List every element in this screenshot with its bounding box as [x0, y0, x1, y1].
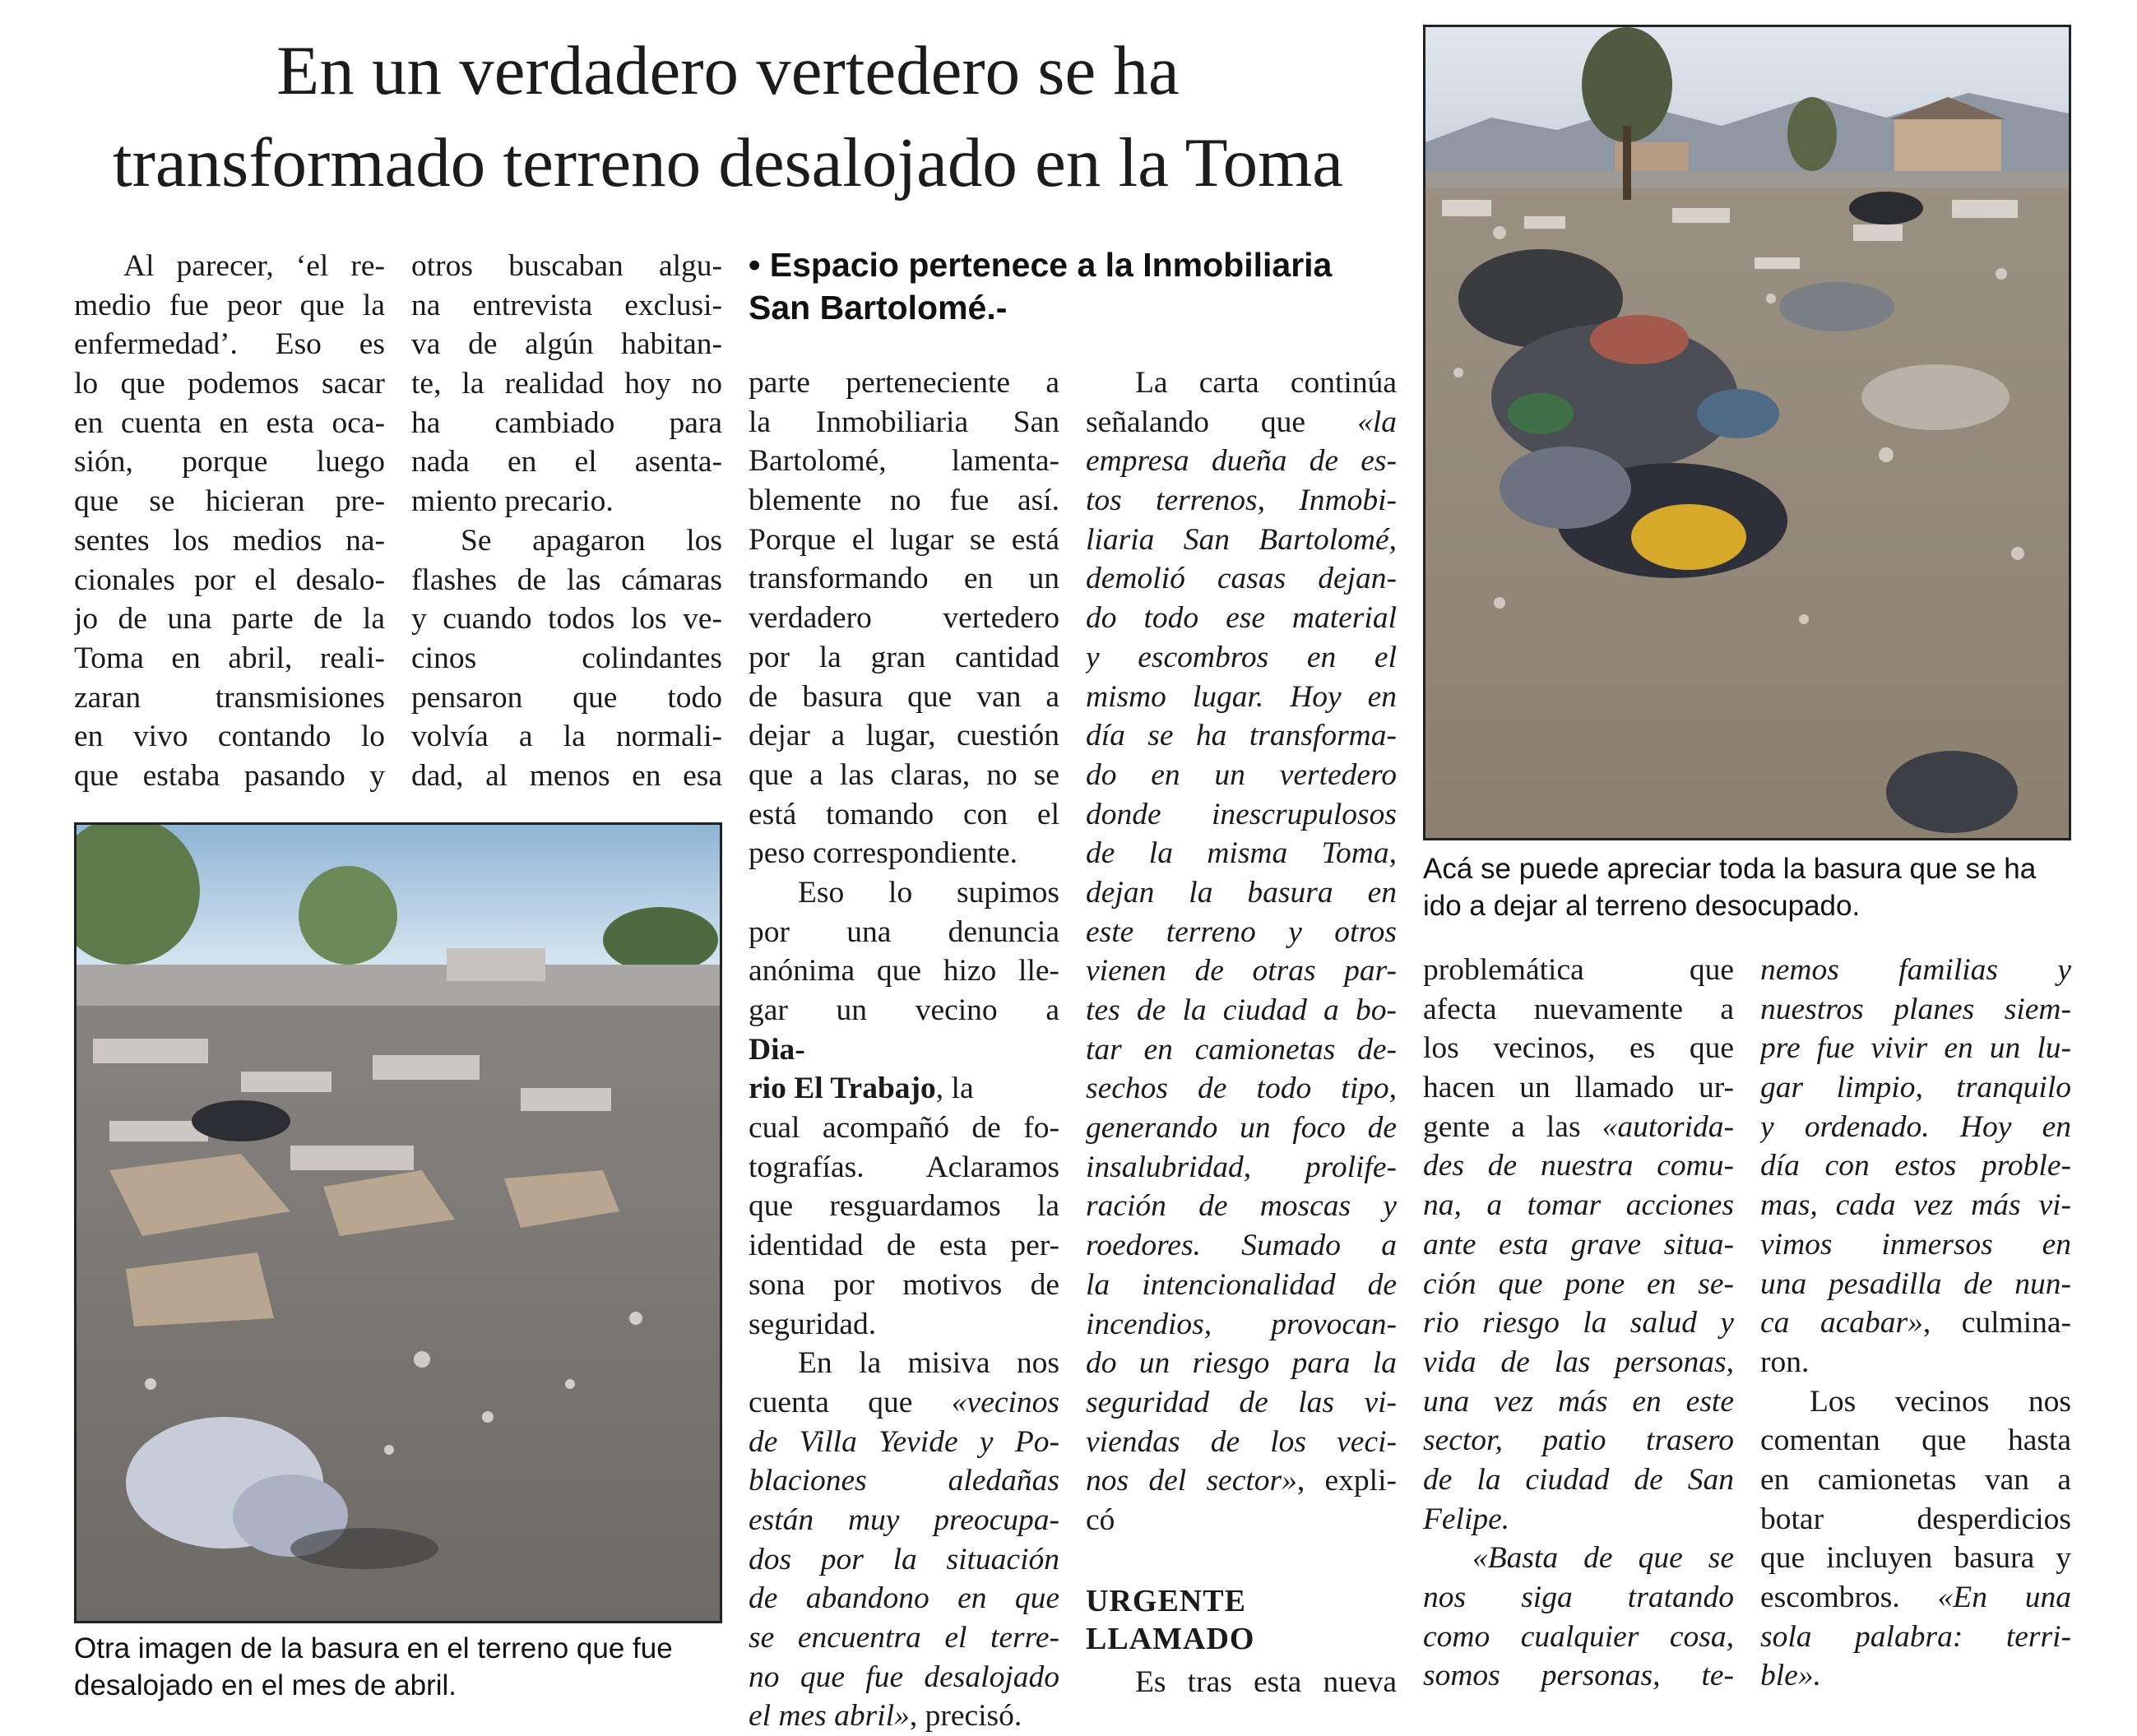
column-6-line: botar desperdicios: [1760, 1502, 2071, 1536]
column-4-line: roedores. Sumado a: [1086, 1229, 1397, 1263]
column-4: [1086, 363, 1397, 1540]
column-4-line: la intencionalidad de: [1086, 1267, 1397, 1302]
headline: [49, 25, 1407, 209]
newspaper-name-part-1: Dia-: [749, 1032, 805, 1067]
subhead-line-2: LLAMADO: [1086, 1622, 1255, 1656]
garbage-field-image: [1425, 27, 2069, 838]
column-6-text: «En una: [1937, 1581, 2071, 1614]
column-4-line: liaria San Bartolomé,: [1086, 522, 1397, 557]
column-2-line: te, la realidad hoy no: [411, 367, 722, 401]
column-3-line: sona por motivos de: [749, 1267, 1059, 1302]
column-6-line: gar limpio, tranquilo: [1760, 1071, 2071, 1105]
caption-bottom-left-line-1: Otra imagen de la basura en el terreno que fue: [74, 1632, 673, 1664]
column-1-line: en vivo contando lo: [74, 720, 385, 754]
column-1-line: Toma en abril, reali-: [74, 641, 385, 675]
caption-top-right-line-2: ido a dejar al terreno desocupado.: [1423, 890, 1861, 922]
column-3-line: Eso lo supimos: [798, 875, 1059, 910]
column-3: [749, 363, 1059, 1736]
column-6: [1760, 951, 2071, 1696]
column-1-line: medio fue peor que la: [74, 288, 385, 322]
column-3-line: de basura que van a: [749, 679, 1059, 714]
column-3-line: [749, 1069, 1059, 1109]
column-5-line: nos siga tratando: [1423, 1581, 1734, 1614]
column-3-end-text: , precisó.: [909, 1699, 1022, 1734]
caption-top-right-line-1: Acá se puede apreciar toda la basura que se ha: [1423, 853, 2037, 885]
lead-line-2: San Bartolomé.-: [749, 289, 1008, 326]
photo-garbage-field: [1423, 25, 2071, 840]
column-4-line: este terreno y otros: [1086, 914, 1397, 949]
column-6-text: , culmina-: [1922, 1306, 2071, 1340]
column-5: [1423, 951, 1734, 1696]
column-4-line: insalubridad, prolife-: [1086, 1150, 1397, 1184]
column-4-line: incendios, provocan-: [1086, 1307, 1397, 1341]
column-2-line: miento precario.: [411, 484, 614, 519]
column-3-line: dejar a lugar, cuestión: [749, 719, 1059, 753]
column-3-line: parte perteneciente a: [749, 366, 1059, 400]
column-5-line: rio riesgo la salud y: [1423, 1306, 1734, 1340]
column-4-line: donde inescrupulosos: [1086, 797, 1397, 831]
column-3-line: blaciones aledañas: [749, 1464, 1059, 1498]
column-1-line: en cuenta en esta oca-: [74, 405, 385, 440]
column-5-line: gente a las «autorida-: [1423, 1109, 1734, 1144]
column-1-line: lo que podemos sacar: [74, 367, 385, 401]
column-5-line: «Basta de que se: [1472, 1541, 1734, 1576]
column-4-line: ración de moscas y: [1086, 1189, 1397, 1224]
column-3-line: no que fue desalojado: [749, 1660, 1059, 1694]
column-6-line: sola palabra: terri-: [1760, 1619, 2071, 1654]
column-1-line: enfermedad’. Eso es: [74, 327, 385, 362]
column-5-line: somos personas, te-: [1423, 1659, 1734, 1693]
column-5-line: como cualquier cosa,: [1423, 1619, 1734, 1654]
column-3-line: seguridad.: [749, 1307, 877, 1341]
column-4-end: [1086, 1663, 1397, 1702]
column-3-text: , la: [935, 1072, 974, 1106]
column-1-line: sión, porque luego: [74, 445, 385, 479]
column-6-line: día con estos proble-: [1760, 1149, 2071, 1183]
column-3-line: por una denuncia: [749, 914, 1059, 949]
column-1-line: zaran transmisiones: [74, 680, 385, 715]
column-4-line: demolió casas dejan-: [1086, 562, 1397, 596]
column-3-line: cuenta que «vecinos: [749, 1385, 1059, 1419]
column-4-line: vienen de otras par-: [1086, 954, 1397, 988]
column-1-line: Al parecer, ‘el re-: [123, 249, 385, 283]
column-2-line: nada en el asenta-: [411, 445, 722, 479]
column-6-line: y ordenado. Hoy en: [1760, 1109, 2071, 1144]
newspaper-name-part-2: rio El Trabajo: [749, 1072, 936, 1106]
column-3-line: el mes abril»: [749, 1699, 910, 1734]
column-4-line: señalando que «la: [1086, 405, 1397, 439]
column-6-line: comentan que hasta: [1760, 1424, 2071, 1458]
column-4-text: Es tras esta nueva: [1135, 1665, 1397, 1699]
column-3-line: transformando en un: [749, 562, 1059, 596]
column-3-line: está tomando con el: [749, 797, 1059, 831]
column-4-line: y escombros en el: [1086, 640, 1397, 674]
column-5-line: Felipe.: [1423, 1502, 1510, 1536]
column-4-line: tes de la ciudad a bo-: [1086, 993, 1397, 1027]
column-2-line: na entrevista exclusi-: [411, 288, 722, 322]
column-3-line: de abandono en que: [749, 1581, 1059, 1616]
column-6-line: nemos familias y: [1760, 953, 2071, 987]
column-4-line: sechos de todo tipo,: [1086, 1072, 1397, 1106]
column-3-line: cual acompañó de fo-: [749, 1111, 1059, 1146]
column-5-line: una vez más en este: [1423, 1384, 1734, 1419]
column-2-line: Se apagaron los: [461, 523, 722, 558]
column-4-line: [1086, 1501, 1397, 1540]
column-6-line: que incluyen basura y: [1760, 1541, 2071, 1576]
column-2-line: flashes de las cámaras: [411, 562, 722, 597]
column-5-line: na, a tomar acciones: [1423, 1188, 1734, 1223]
column-3-line: anónima que hizo lle-: [749, 954, 1059, 988]
column-4-line: día se ha transforma-: [1086, 719, 1397, 753]
column-4-line: nos del sector»: [1086, 1464, 1297, 1498]
column-6-line: mas, cada vez más vi-: [1760, 1188, 2071, 1223]
column-6-line: una pesadilla de nun-: [1760, 1266, 2071, 1301]
column-4-line: generando un foco de: [1086, 1111, 1397, 1146]
column-4-line: [1086, 1461, 1397, 1501]
headline-line-1: En un verdadero vertedero se ha: [276, 32, 1180, 109]
column-3-line: Bartolomé, lamenta-: [749, 444, 1059, 479]
column-4-text: , expli-: [1296, 1464, 1397, 1498]
column-3-line: que resguardamos la: [749, 1189, 1059, 1224]
column-4-line: [1086, 1663, 1397, 1702]
column-5-line: vida de las personas,: [1423, 1345, 1734, 1379]
garbage-terrain-image: [76, 825, 720, 1621]
column-2-line: va de algún habitan-: [411, 327, 722, 362]
headline-line-2: transformado terreno desalojado en la Toma: [113, 124, 1343, 201]
column-6-line: [1760, 1578, 2071, 1618]
column-5-line: problemática que: [1423, 953, 1734, 987]
column-6-line: pre fue vivir en un lu-: [1760, 1031, 2071, 1066]
subhead-line-1: URGENTE: [1086, 1584, 1246, 1618]
column-1: [74, 247, 385, 796]
column-4-line: empresa dueña de es-: [1086, 444, 1397, 479]
column-4-line: do un riesgo para la: [1086, 1346, 1397, 1381]
column-3-line: la Inmobiliaria San: [749, 405, 1059, 439]
column-4-line: mismo lugar. Hoy en: [1086, 679, 1397, 714]
column-3-line: Porque el lugar se está: [749, 522, 1059, 557]
column-6-line: escombros.: [1760, 1581, 1900, 1614]
column-6-line: ble».: [1760, 1659, 1821, 1693]
column-2-line: dad, al menos en esa: [411, 758, 722, 793]
column-4-line: de la misma Toma,: [1086, 836, 1397, 871]
column-5-line: de la ciudad de San: [1423, 1462, 1734, 1497]
caption-bottom-left: [74, 1630, 749, 1704]
column-2-line: y cuando todos los ve-: [411, 602, 722, 637]
column-3-line: que a las claras, no se: [749, 757, 1059, 792]
column-2-line: cinos colindantes: [411, 641, 722, 675]
column-3-line: por la gran cantidad: [749, 640, 1059, 674]
column-3-line: [749, 1030, 1059, 1070]
column-4-text: có: [1086, 1502, 1115, 1537]
column-6-line: ron.: [1760, 1345, 1810, 1379]
photo-garbage-terrain: [74, 822, 722, 1623]
column-3-line: En la misiva nos: [798, 1346, 1059, 1381]
column-3-line: blemente no fue así.: [749, 484, 1059, 518]
column-4-line: do en un vertedero: [1086, 757, 1397, 792]
column-4-line: tar en camionetas de-: [1086, 1032, 1397, 1067]
column-3-line: tografías. Aclaramos: [749, 1150, 1059, 1184]
lead-line-1: • Espacio pertenece a la Inmobiliaria: [749, 246, 1333, 284]
column-6-line: Los vecinos nos: [1810, 1384, 2071, 1419]
column-1-line: jo de una parte de la: [74, 602, 385, 637]
column-6-line: [1760, 1303, 2071, 1343]
column-2-line: pensaron que todo: [411, 680, 722, 715]
column-4-line: dejan la basura en: [1086, 875, 1397, 910]
caption-top-right: [1423, 850, 2081, 924]
column-3-line: peso correspondiente.: [749, 836, 1018, 871]
column-4-line: La carta continúa: [1135, 366, 1397, 400]
column-3-line: se encuentra el terre-: [749, 1621, 1059, 1655]
column-4-line: viendas de los veci-: [1086, 1424, 1397, 1459]
column-3-line: están muy preocupa-: [749, 1502, 1059, 1537]
column-2-line: otros buscaban algu-: [411, 249, 722, 283]
column-4-line: seguridad de las vi-: [1086, 1385, 1397, 1419]
column-4-line: do todo ese material: [1086, 601, 1397, 636]
column-5-line: sector, patio trasero: [1423, 1424, 1734, 1458]
column-2-line: ha cambiado para: [411, 405, 722, 440]
lead-deck: [749, 243, 1407, 329]
column-6-line: nuestros planes siem-: [1760, 992, 2071, 1026]
column-2: [411, 247, 722, 796]
column-1-line: que estaba pasando y: [74, 758, 385, 793]
column-3-line: gar un vecino a: [749, 993, 1059, 1027]
caption-bottom-left-line-2: desalojado en el mes de abril.: [74, 1669, 457, 1701]
column-2-line: volvía a la normali-: [411, 720, 722, 754]
column-5-line: des de nuestra comu-: [1423, 1149, 1734, 1183]
column-3-line: identidad de esta per-: [749, 1229, 1059, 1263]
column-3-line: verdadero vertedero: [749, 601, 1059, 636]
column-3-line: dos por la situación: [749, 1542, 1059, 1576]
column-3-end: [749, 1697, 1059, 1736]
column-6-line: en camionetas van a: [1760, 1462, 2071, 1497]
column-6-line: ca acabar»: [1760, 1306, 1923, 1340]
column-3-line: de Villa Yevide y Po-: [749, 1424, 1059, 1459]
subhead-urgente-llamado: [1086, 1582, 1254, 1658]
column-6-line: vimos inmersos en: [1760, 1227, 2071, 1261]
column-5-line: los vecinos, es que: [1423, 1031, 1734, 1066]
column-4-line: tos terrenos, Inmobi-: [1086, 484, 1397, 518]
column-1-line: que se hicieran pre-: [74, 484, 385, 519]
column-5-line: ante esta grave situa-: [1423, 1227, 1734, 1261]
column-5-line: afecta nuevamente a: [1423, 992, 1734, 1026]
column-1-line: sentes los medios na-: [74, 523, 385, 558]
column-5-line: ción que pone en se-: [1423, 1266, 1734, 1301]
column-1-line: cionales por el desalo-: [74, 562, 385, 597]
column-5-line: hacen un llamado ur-: [1423, 1071, 1734, 1105]
